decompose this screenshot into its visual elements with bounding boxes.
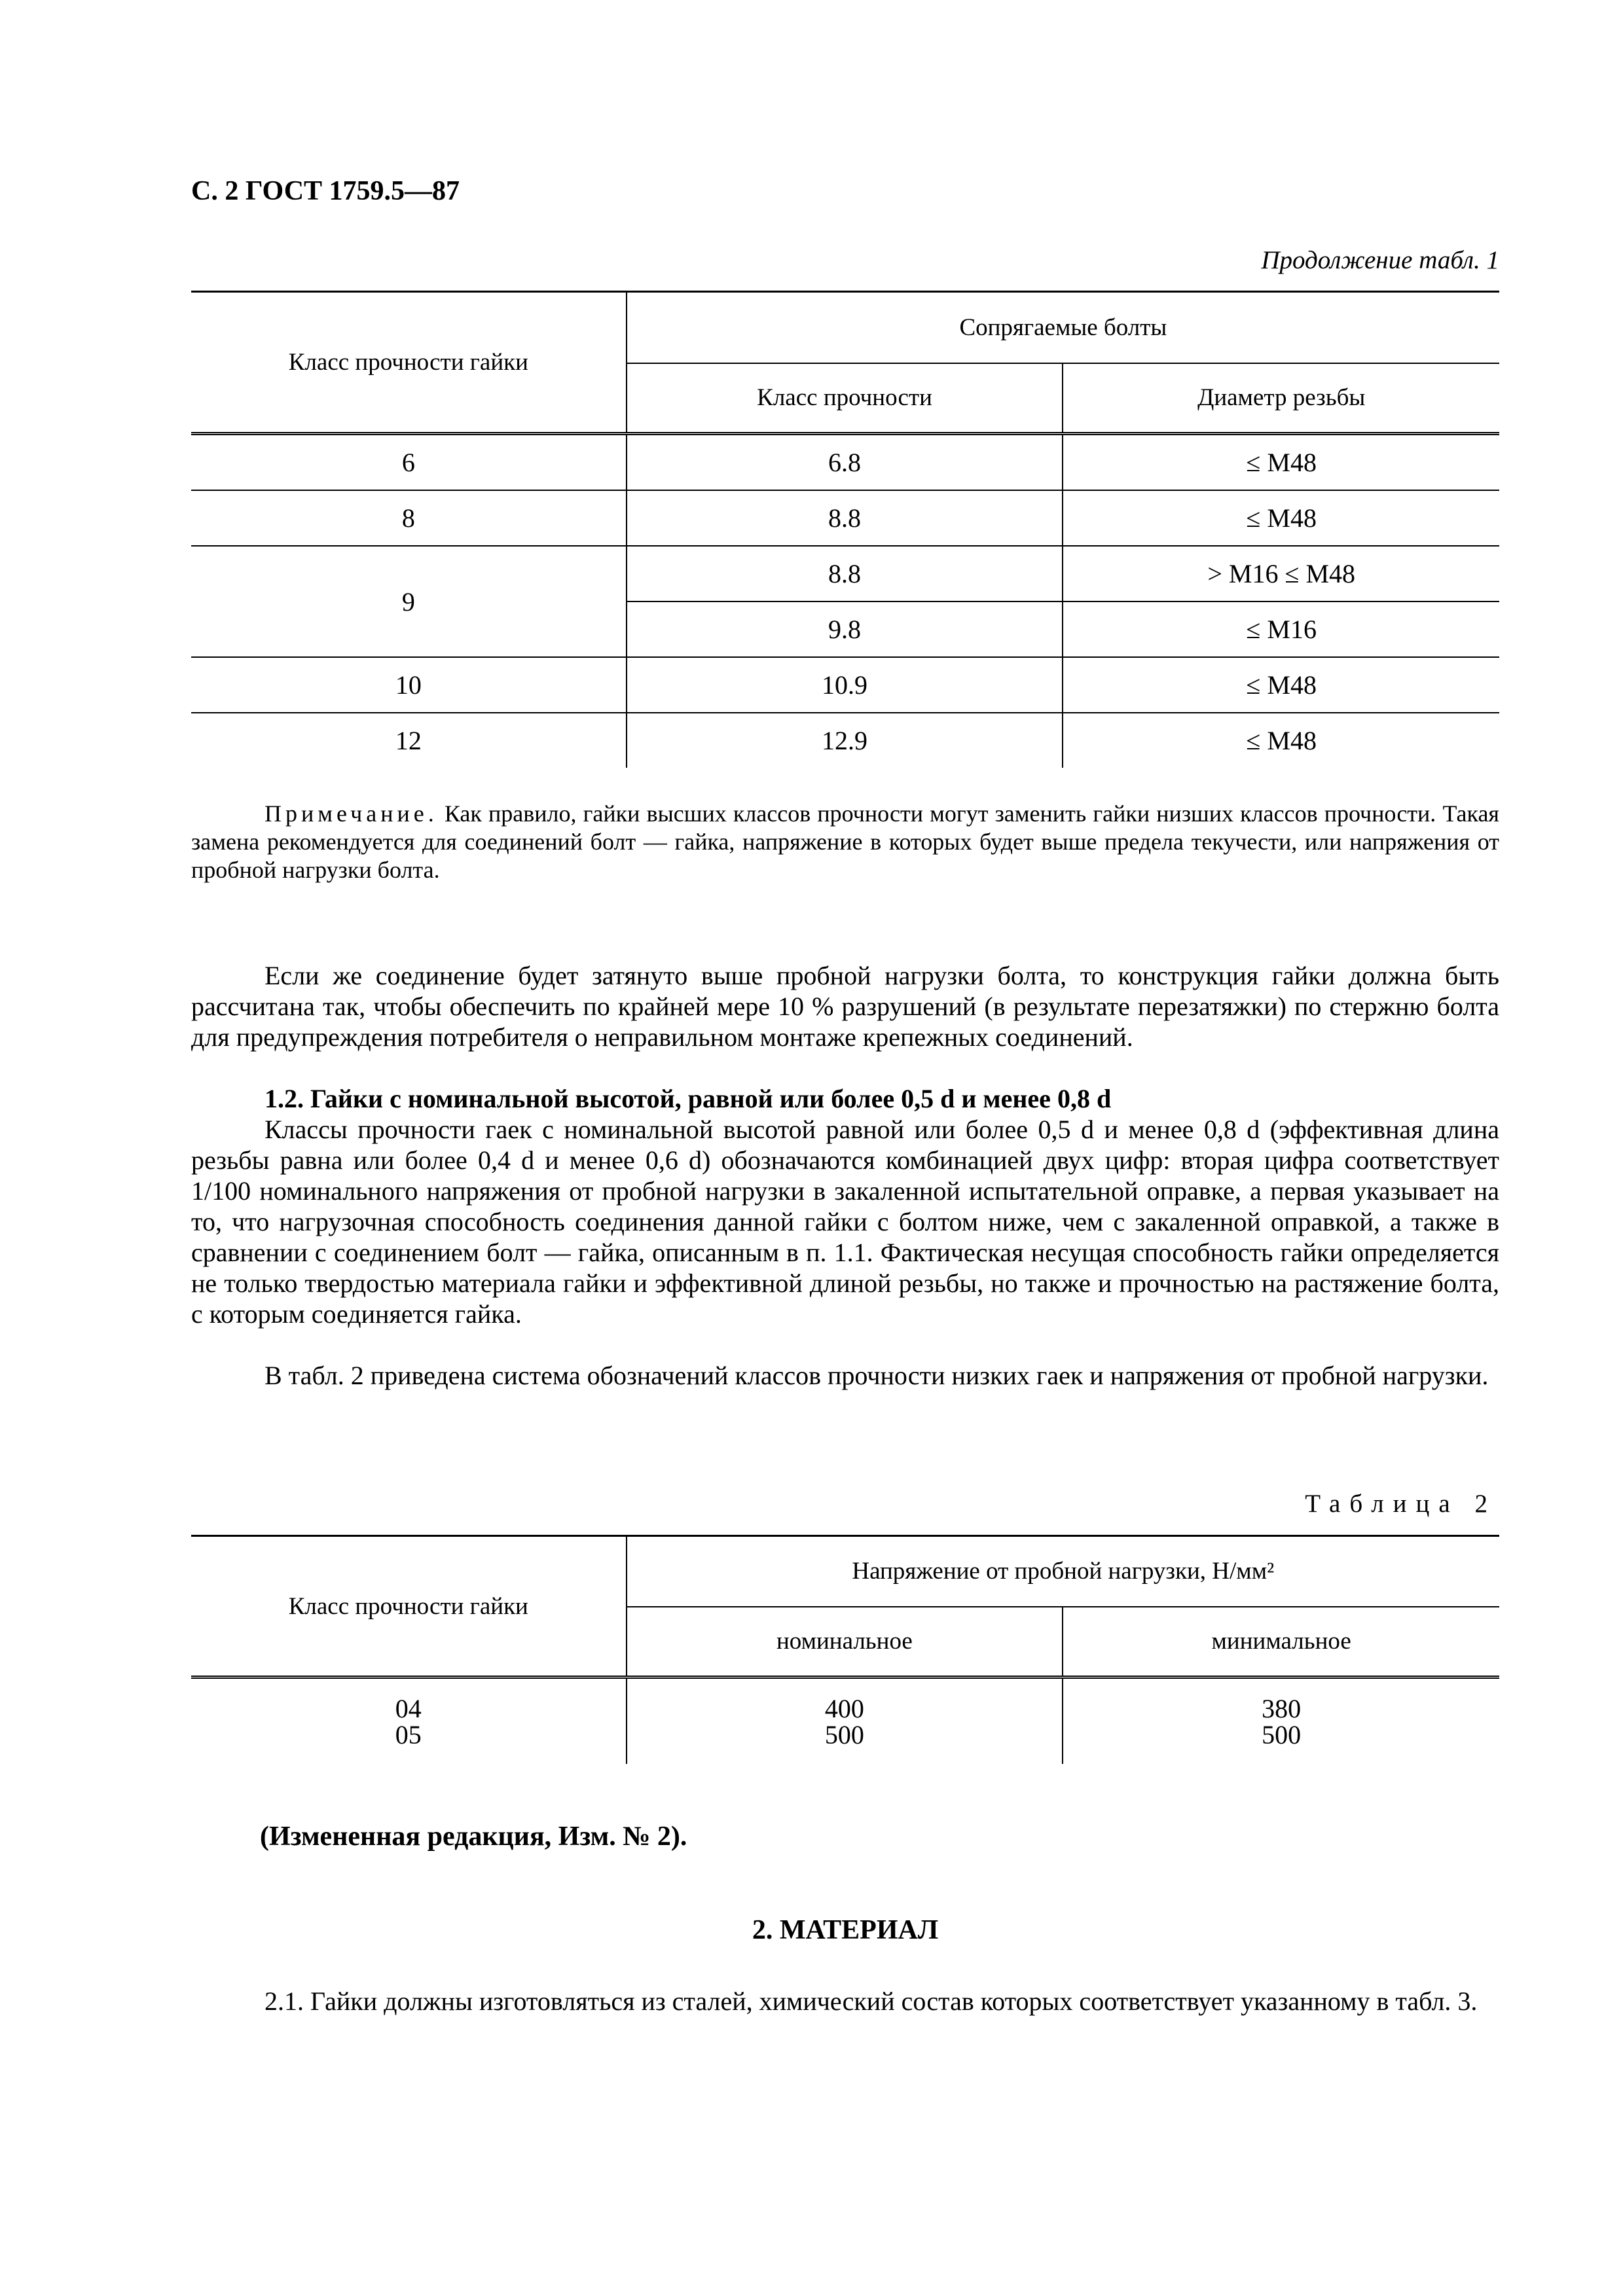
table2-caption: Таблица 2 [1305,1490,1497,1518]
table-row [191,657,1499,713]
table2-header-nominal: номинальное [627,1607,1063,1677]
table1 [191,291,1499,768]
table2-value: 400 [824,1694,864,1723]
table2-header-stress: Напряжение от пробной нагрузки, Н/мм² [627,1536,1499,1607]
table2-cell-nominal [627,1677,1063,1765]
table2-value: 04 [395,1694,422,1723]
table2-header-minimal: минимальное [1063,1607,1499,1677]
table1-cell-nut: 10 [191,657,627,713]
table1-caption: Продолжение табл. 1 [1261,246,1499,274]
table1-header-bolt-class: Класс прочности [627,363,1063,434]
table1-cell-bolt: 6.8 [627,434,1063,491]
table2-value: 500 [1262,1720,1302,1749]
table1-cell-nut: 6 [191,434,627,491]
table1-note [191,800,1499,884]
table1-cell-diam: ≤ М48 [1063,434,1499,491]
table1-cell-bolt: 10.9 [627,657,1063,713]
table1-cell-bolt: 12.9 [627,713,1063,768]
section-2-title: 2. МАТЕРИАЛ [752,1915,939,1945]
table1-header-nut-class: Класс прочности гайки [191,292,627,434]
table2-value: 500 [824,1720,864,1749]
paragraph-p2: Классы прочности гаек с номинальной высотой равной или более 0,5 d и менее 0,8 d (эффективная длина резьбы равна или более 0,4 d и менее 0,6 d) обозначаются комбинацией двух цифр: вторая цифра соответствует 1/100 номинального напряжения от пробной нагрузки в закаленной испытательной оправке, а первая указывает на то, что нагрузочная способность соединения данной гайки с болтом ниже, чем с закаленной оправкой, а также в сравнении с соединением болт — гайка, описанным в п. 1.1. Фактическая несущая способность гайки определяется не только твердостью материала гайки и эффективной длиной резьбы, но также и прочностью на растяжение болта, с которым соединяется гайка. [191,1115,1499,1329]
table2-value: 380 [1262,1694,1302,1723]
page-header: С. 2 ГОСТ 1759.5—87 [191,176,460,206]
paragraph-p1: Если же соединение будет затянуто выше пробной нагрузки болта, то конструкция гайки должна быть рассчитана так, чтобы обеспечить по крайней мере 10 % разрушений (в результате перезатяжки) по стержню болта для предупреждения потребителя о неправильном монтаже крепежных соединений. [191,961,1499,1052]
table1-cell-diam: > М16 ≤ М48 [1063,546,1499,601]
table2-cell-minimal [1063,1677,1499,1765]
table1-cell-diam: ≤ М48 [1063,657,1499,713]
table1-cell-nut: 8 [191,490,627,546]
table1-cell-diam: ≤ М16 [1063,601,1499,657]
table1-cell-diam: ≤ М48 [1246,726,1317,755]
table1-header-thread-diameter: Диаметр резьбы [1063,363,1499,434]
paragraph-p3: В табл. 2 приведена система обозначений классов прочности низких гаек и напряжения от пробной нагрузки. [264,1361,1489,1390]
table2-cell-nut-classes [191,1677,627,1765]
section-heading-1-2: 1.2. Гайки с номинальной высотой, равной или более 0,5 d и менее 0,8 d [264,1084,1112,1113]
table1-cell-bolt: 8.8 [627,546,1063,601]
table-row [191,713,1499,768]
table2-header-nut-class: Класс прочности гайки [191,1536,627,1677]
table-row [191,434,1499,491]
table-row [191,490,1499,546]
table1-cell-bolt: 8.8 [627,490,1063,546]
table1-cell-nut: 9 [191,546,627,657]
table1-header-bolts: Сопрягаемые болты [627,292,1499,363]
table1-cell-nut: 12 [191,713,627,768]
table-row [191,1677,1499,1765]
note-label: Примечание. [264,800,438,827]
note-text: Как правило, гайки высших классов прочности могут заменить гайки низших классов прочности. Такая замена рекомендуется для соединений болт — гайка, напряжение в которых будет выше предела текучести, или напряжения от пробной нагрузки болта. [191,800,1499,883]
paragraph-2-1: 2.1. Гайки должны изготовляться из сталей, химический состав которых соответствует указанному в табл. 3. [264,1986,1478,2016]
table2-value: 05 [395,1720,422,1749]
table-row [191,546,1499,601]
table2 [191,1535,1499,1764]
table1-cell-diam: ≤ М48 [1063,490,1499,546]
table1-cell-bolt: 9.8 [627,601,1063,657]
edition-note: (Измененная редакция, Изм. № 2). [260,1821,687,1852]
